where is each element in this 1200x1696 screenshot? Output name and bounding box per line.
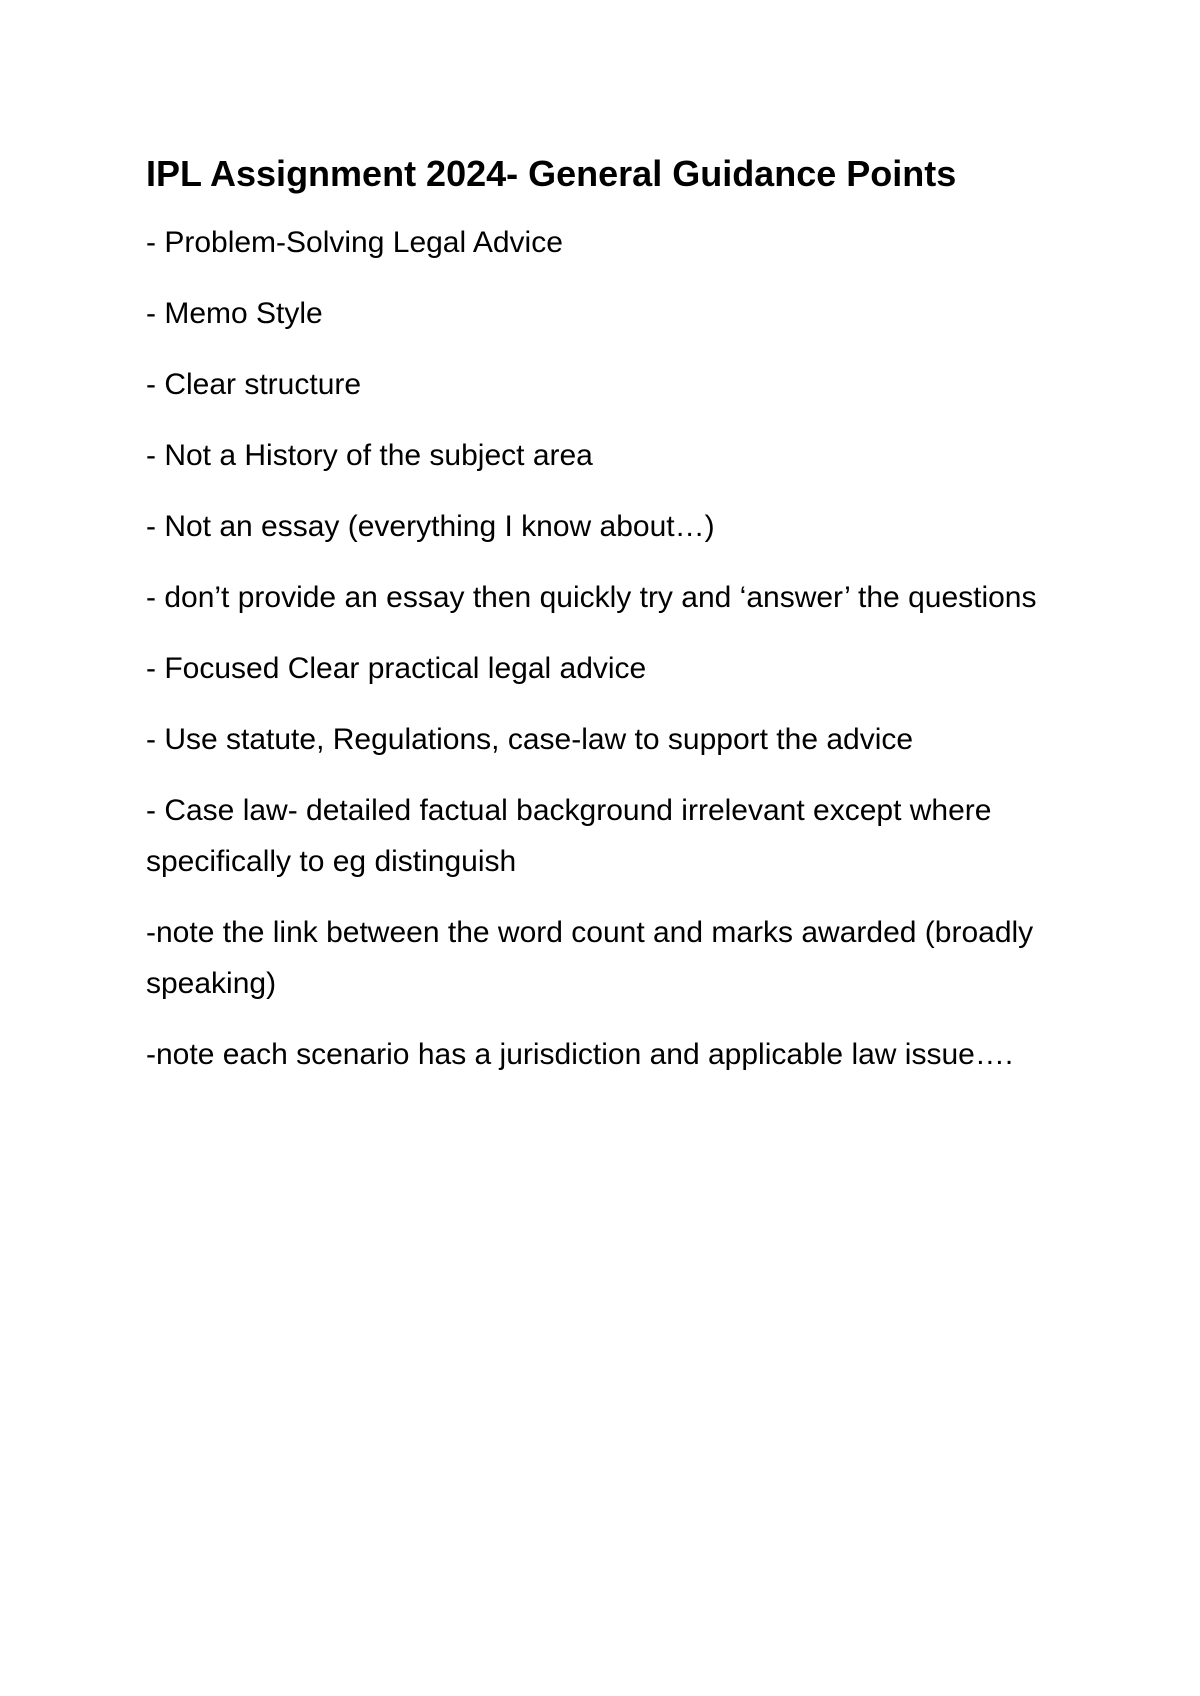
guidance-point: - Problem-Solving Legal Advice bbox=[146, 226, 563, 259]
guidance-point: - don’t provide an essay then quickly try and ‘answer’ the questions bbox=[146, 581, 1037, 614]
guidance-point: - Clear structure bbox=[146, 368, 362, 401]
guidance-point: - Not an essay (everything I know about…) bbox=[146, 510, 715, 543]
guidance-point: - Case law- detailed factual background irrelevant except where specifically to eg distinguish bbox=[146, 794, 992, 878]
guidance-points-list bbox=[146, 217, 1046, 1080]
document-title: IPL Assignment 2024- General Guidance Points bbox=[146, 153, 957, 194]
guidance-point: -note each scenario has a jurisdiction and applicable law issue…. bbox=[146, 1038, 1014, 1071]
document-body bbox=[146, 150, 1046, 1100]
guidance-point: - Focused Clear practical legal advice bbox=[146, 652, 647, 685]
guidance-point: - Use statute, Regulations, case-law to support the advice bbox=[146, 723, 914, 756]
guidance-point: -note the link between the word count and marks awarded (broadly speaking) bbox=[146, 916, 1034, 1000]
guidance-point: - Not a History of the subject area bbox=[146, 439, 593, 472]
guidance-point: - Memo Style bbox=[146, 297, 323, 330]
